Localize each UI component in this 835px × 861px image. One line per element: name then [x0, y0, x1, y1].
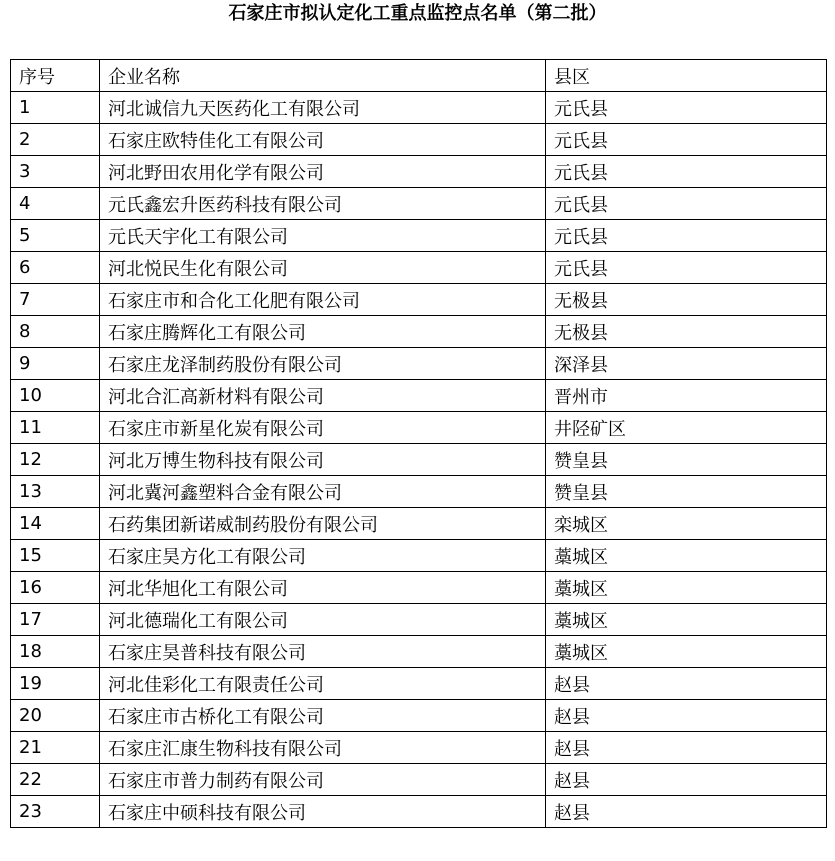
cell-index: 1	[11, 92, 100, 124]
cell-county: 藁城区	[546, 572, 827, 604]
cell-county: 元氏县	[546, 220, 827, 252]
cell-county: 元氏县	[546, 156, 827, 188]
table-row	[11, 572, 827, 604]
cell-county: 赵县	[546, 764, 827, 796]
cell-county: 藁城区	[546, 636, 827, 668]
cell-county: 赵县	[546, 796, 827, 828]
cell-county: 元氏县	[546, 92, 827, 124]
cell-company-name: 元氏鑫宏升医药科技有限公司	[100, 188, 546, 220]
table-row	[11, 124, 827, 156]
table-row	[11, 252, 827, 284]
cell-index: 10	[11, 380, 100, 412]
cell-index: 15	[11, 540, 100, 572]
cell-index: 22	[11, 764, 100, 796]
table-row	[11, 636, 827, 668]
cell-county: 赵县	[546, 732, 827, 764]
cell-county: 元氏县	[546, 252, 827, 284]
cell-index: 12	[11, 444, 100, 476]
cell-company-name: 石家庄龙泽制药股份有限公司	[100, 348, 546, 380]
cell-county: 无极县	[546, 316, 827, 348]
cell-index: 16	[11, 572, 100, 604]
document-title: 石家庄市拟认定化工重点监控点名单（第二批）	[228, 3, 607, 24]
cell-county: 藁城区	[546, 540, 827, 572]
cell-company-name: 石家庄昊方化工有限公司	[100, 540, 546, 572]
cell-company-name: 河北悦民生化有限公司	[100, 252, 546, 284]
table-row	[11, 92, 827, 124]
table-row	[11, 668, 827, 700]
table-row	[11, 604, 827, 636]
cell-county: 晋州市	[546, 380, 827, 412]
table-row	[11, 316, 827, 348]
table-row	[11, 284, 827, 316]
cell-index: 7	[11, 284, 100, 316]
cell-county: 井陉矿区	[546, 412, 827, 444]
table-row	[11, 700, 827, 732]
cell-company-name: 河北诚信九天医药化工有限公司	[100, 92, 546, 124]
cell-company-name: 石药集团新诺威制药股份有限公司	[100, 508, 546, 540]
cell-index: 5	[11, 220, 100, 252]
cell-county: 赞皇县	[546, 444, 827, 476]
cell-index: 4	[11, 188, 100, 220]
cell-company-name: 石家庄市普力制药有限公司	[100, 764, 546, 796]
cell-index: 2	[11, 124, 100, 156]
cell-company-name: 河北合汇高新材料有限公司	[100, 380, 546, 412]
cell-company-name: 河北冀河鑫塑料合金有限公司	[100, 476, 546, 508]
cell-company-name: 河北万博生物科技有限公司	[100, 444, 546, 476]
cell-company-name: 石家庄市新星化炭有限公司	[100, 412, 546, 444]
cell-company-name: 河北野田农用化学有限公司	[100, 156, 546, 188]
cell-company-name: 石家庄市和合化工化肥有限公司	[100, 284, 546, 316]
cell-company-name: 河北佳彩化工有限责任公司	[100, 668, 546, 700]
cell-index: 17	[11, 604, 100, 636]
table-body	[11, 92, 827, 828]
cell-company-name: 石家庄市古桥化工有限公司	[100, 700, 546, 732]
cell-county: 深泽县	[546, 348, 827, 380]
cell-index: 3	[11, 156, 100, 188]
table-header-row	[11, 60, 827, 92]
cell-index: 13	[11, 476, 100, 508]
table-row	[11, 348, 827, 380]
table-row	[11, 764, 827, 796]
cell-county: 赵县	[546, 700, 827, 732]
table-row	[11, 508, 827, 540]
table-row	[11, 380, 827, 412]
cell-index: 21	[11, 732, 100, 764]
cell-index: 14	[11, 508, 100, 540]
table-row	[11, 412, 827, 444]
header-index: 序号	[11, 60, 100, 92]
cell-index: 6	[11, 252, 100, 284]
cell-index: 23	[11, 796, 100, 828]
cell-county: 元氏县	[546, 124, 827, 156]
cell-company-name: 石家庄欧特佳化工有限公司	[100, 124, 546, 156]
table-row	[11, 188, 827, 220]
cell-company-name: 元氏天宇化工有限公司	[100, 220, 546, 252]
cell-index: 9	[11, 348, 100, 380]
cell-company-name: 石家庄腾辉化工有限公司	[100, 316, 546, 348]
table-row	[11, 476, 827, 508]
company-table	[10, 59, 827, 828]
table-row	[11, 540, 827, 572]
cell-county: 元氏县	[546, 188, 827, 220]
table-row	[11, 220, 827, 252]
cell-company-name: 河北华旭化工有限公司	[100, 572, 546, 604]
cell-county: 无极县	[546, 284, 827, 316]
cell-company-name: 河北德瑞化工有限公司	[100, 604, 546, 636]
cell-index: 20	[11, 700, 100, 732]
table-row	[11, 796, 827, 828]
table-row	[11, 732, 827, 764]
cell-index: 18	[11, 636, 100, 668]
cell-index: 8	[11, 316, 100, 348]
cell-county: 赵县	[546, 668, 827, 700]
cell-company-name: 石家庄汇康生物科技有限公司	[100, 732, 546, 764]
table-row	[11, 444, 827, 476]
cell-county: 藁城区	[546, 604, 827, 636]
cell-county: 栾城区	[546, 508, 827, 540]
cell-index: 19	[11, 668, 100, 700]
cell-county: 赞皇县	[546, 476, 827, 508]
cell-company-name: 石家庄昊普科技有限公司	[100, 636, 546, 668]
cell-company-name: 石家庄中硕科技有限公司	[100, 796, 546, 828]
table-row	[11, 156, 827, 188]
header-county: 县区	[546, 60, 827, 92]
header-company: 企业名称	[100, 60, 546, 92]
cell-index: 11	[11, 412, 100, 444]
